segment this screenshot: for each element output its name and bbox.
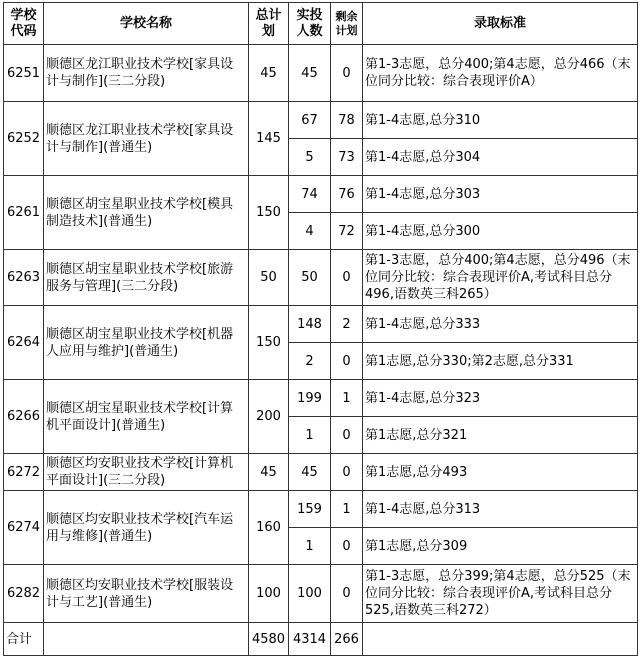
actual-count: 1 <box>289 528 331 565</box>
admission-standard: 第1-4志愿,总分300 <box>363 213 638 250</box>
plan-total: 145 <box>249 102 289 176</box>
remaining-plan: 0 <box>331 417 363 454</box>
admission-standard: 第1-4志愿,总分303 <box>363 176 638 213</box>
remaining-plan: 0 <box>331 343 363 380</box>
remaining-plan: 76 <box>331 176 363 213</box>
actual-count: 148 <box>289 306 331 343</box>
total-remain: 266 <box>331 623 363 656</box>
header-name: 学校名称 <box>44 3 249 45</box>
school-name: 顺德区均安职业技术学校[计算机平面设计](三二分段) <box>44 454 249 491</box>
plan-total: 45 <box>249 45 289 102</box>
plan-total: 200 <box>249 380 289 454</box>
header-row <box>4 3 638 45</box>
actual-count: 4 <box>289 213 331 250</box>
header-plan: 总计 划 <box>249 3 289 45</box>
remaining-plan: 1 <box>331 380 363 417</box>
remaining-plan: 0 <box>331 454 363 491</box>
table-row <box>4 454 638 491</box>
admission-standard: 第1志愿,总分493 <box>363 454 638 491</box>
admission-standard: 第1志愿,总分321 <box>363 417 638 454</box>
total-actual: 4314 <box>289 623 331 656</box>
admission-standard: 第1志愿,总分309 <box>363 528 638 565</box>
table-row <box>4 565 638 623</box>
admission-table <box>3 2 638 656</box>
remaining-plan: 0 <box>331 565 363 623</box>
school-name: 顺德区龙江职业技术学校[家具设计与制作](普通生) <box>44 102 249 176</box>
school-code: 6264 <box>4 306 44 380</box>
school-code: 6252 <box>4 102 44 176</box>
admission-standard: 第1-3志愿，总分399;第4志愿，总分525（末位同分比较：综合表现评价A,考试科目总分525,语数英三科272） <box>363 565 638 623</box>
school-name: 顺德区均安职业技术学校[服装设计与工艺](普通生) <box>44 565 249 623</box>
actual-count: 50 <box>289 250 331 306</box>
total-plan: 4580 <box>249 623 289 656</box>
school-name: 顺德区胡宝星职业技术学校[旅游服务与管理](三二分段) <box>44 250 249 306</box>
table-row <box>4 306 638 343</box>
admission-standard: 第1-3志愿，总分400;第4志愿，总分466（末位同分比较：综合表现评价A） <box>363 45 638 102</box>
plan-total: 45 <box>249 454 289 491</box>
actual-count: 2 <box>289 343 331 380</box>
plan-total: 160 <box>249 491 289 565</box>
school-code: 6261 <box>4 176 44 250</box>
school-name: 顺德区胡宝星职业技术学校[模具制造技术](普通生) <box>44 176 249 250</box>
plan-total: 100 <box>249 565 289 623</box>
admission-standard: 第1-4志愿,总分310 <box>363 102 638 139</box>
table-row <box>4 380 638 417</box>
header-actual: 实投 人数 <box>289 3 331 45</box>
school-code: 6282 <box>4 565 44 623</box>
school-name: 顺德区龙江职业技术学校[家具设计与制作](三二分段) <box>44 45 249 102</box>
school-name: 顺德区均安职业技术学校[汽车运用与维修](普通生) <box>44 491 249 565</box>
header-remain: 剩余 计划 <box>331 3 363 45</box>
school-code: 6263 <box>4 250 44 306</box>
remaining-plan: 2 <box>331 306 363 343</box>
table-row <box>4 45 638 102</box>
school-code: 6266 <box>4 380 44 454</box>
remaining-plan: 0 <box>331 45 363 102</box>
actual-count: 199 <box>289 380 331 417</box>
header-standard: 录取标准 <box>363 3 638 45</box>
admission-standard: 第1-4志愿,总分333 <box>363 306 638 343</box>
remaining-plan: 1 <box>331 491 363 528</box>
actual-count: 45 <box>289 454 331 491</box>
school-code: 6272 <box>4 454 44 491</box>
remaining-plan: 78 <box>331 102 363 139</box>
total-name-blank <box>44 623 249 656</box>
table-body <box>4 45 638 656</box>
actual-count: 45 <box>289 45 331 102</box>
school-code: 6274 <box>4 491 44 565</box>
plan-total: 150 <box>249 176 289 250</box>
admission-standard: 第1-4志愿,总分304 <box>363 139 638 176</box>
plan-total: 150 <box>249 306 289 380</box>
table-row <box>4 102 638 139</box>
actual-count: 67 <box>289 102 331 139</box>
plan-total: 50 <box>249 250 289 306</box>
table-row <box>4 176 638 213</box>
table-row <box>4 250 638 306</box>
actual-count: 5 <box>289 139 331 176</box>
total-label: 合计 <box>4 623 44 656</box>
school-code: 6251 <box>4 45 44 102</box>
admission-standard: 第1志愿,总分330;第2志愿,总分331 <box>363 343 638 380</box>
total-standard-blank <box>363 623 638 656</box>
actual-count: 1 <box>289 417 331 454</box>
remaining-plan: 0 <box>331 528 363 565</box>
header-code: 学校 代码 <box>4 3 44 45</box>
remaining-plan: 73 <box>331 139 363 176</box>
actual-count: 74 <box>289 176 331 213</box>
school-name: 顺德区胡宝星职业技术学校[计算机平面设计](普通生) <box>44 380 249 454</box>
admission-standard: 第1-4志愿,总分323 <box>363 380 638 417</box>
remaining-plan: 72 <box>331 213 363 250</box>
remaining-plan: 0 <box>331 250 363 306</box>
admission-standard: 第1-3志愿，总分400;第4志愿，总分496（末位同分比较：综合表现评价A,考试科目总分496,语数英三科265） <box>363 250 638 306</box>
total-row <box>4 623 638 656</box>
table-row <box>4 491 638 528</box>
actual-count: 159 <box>289 491 331 528</box>
admission-standard: 第1-4志愿,总分313 <box>363 491 638 528</box>
actual-count: 100 <box>289 565 331 623</box>
school-name: 顺德区胡宝星职业技术学校[机器人应用与维护](普通生) <box>44 306 249 380</box>
